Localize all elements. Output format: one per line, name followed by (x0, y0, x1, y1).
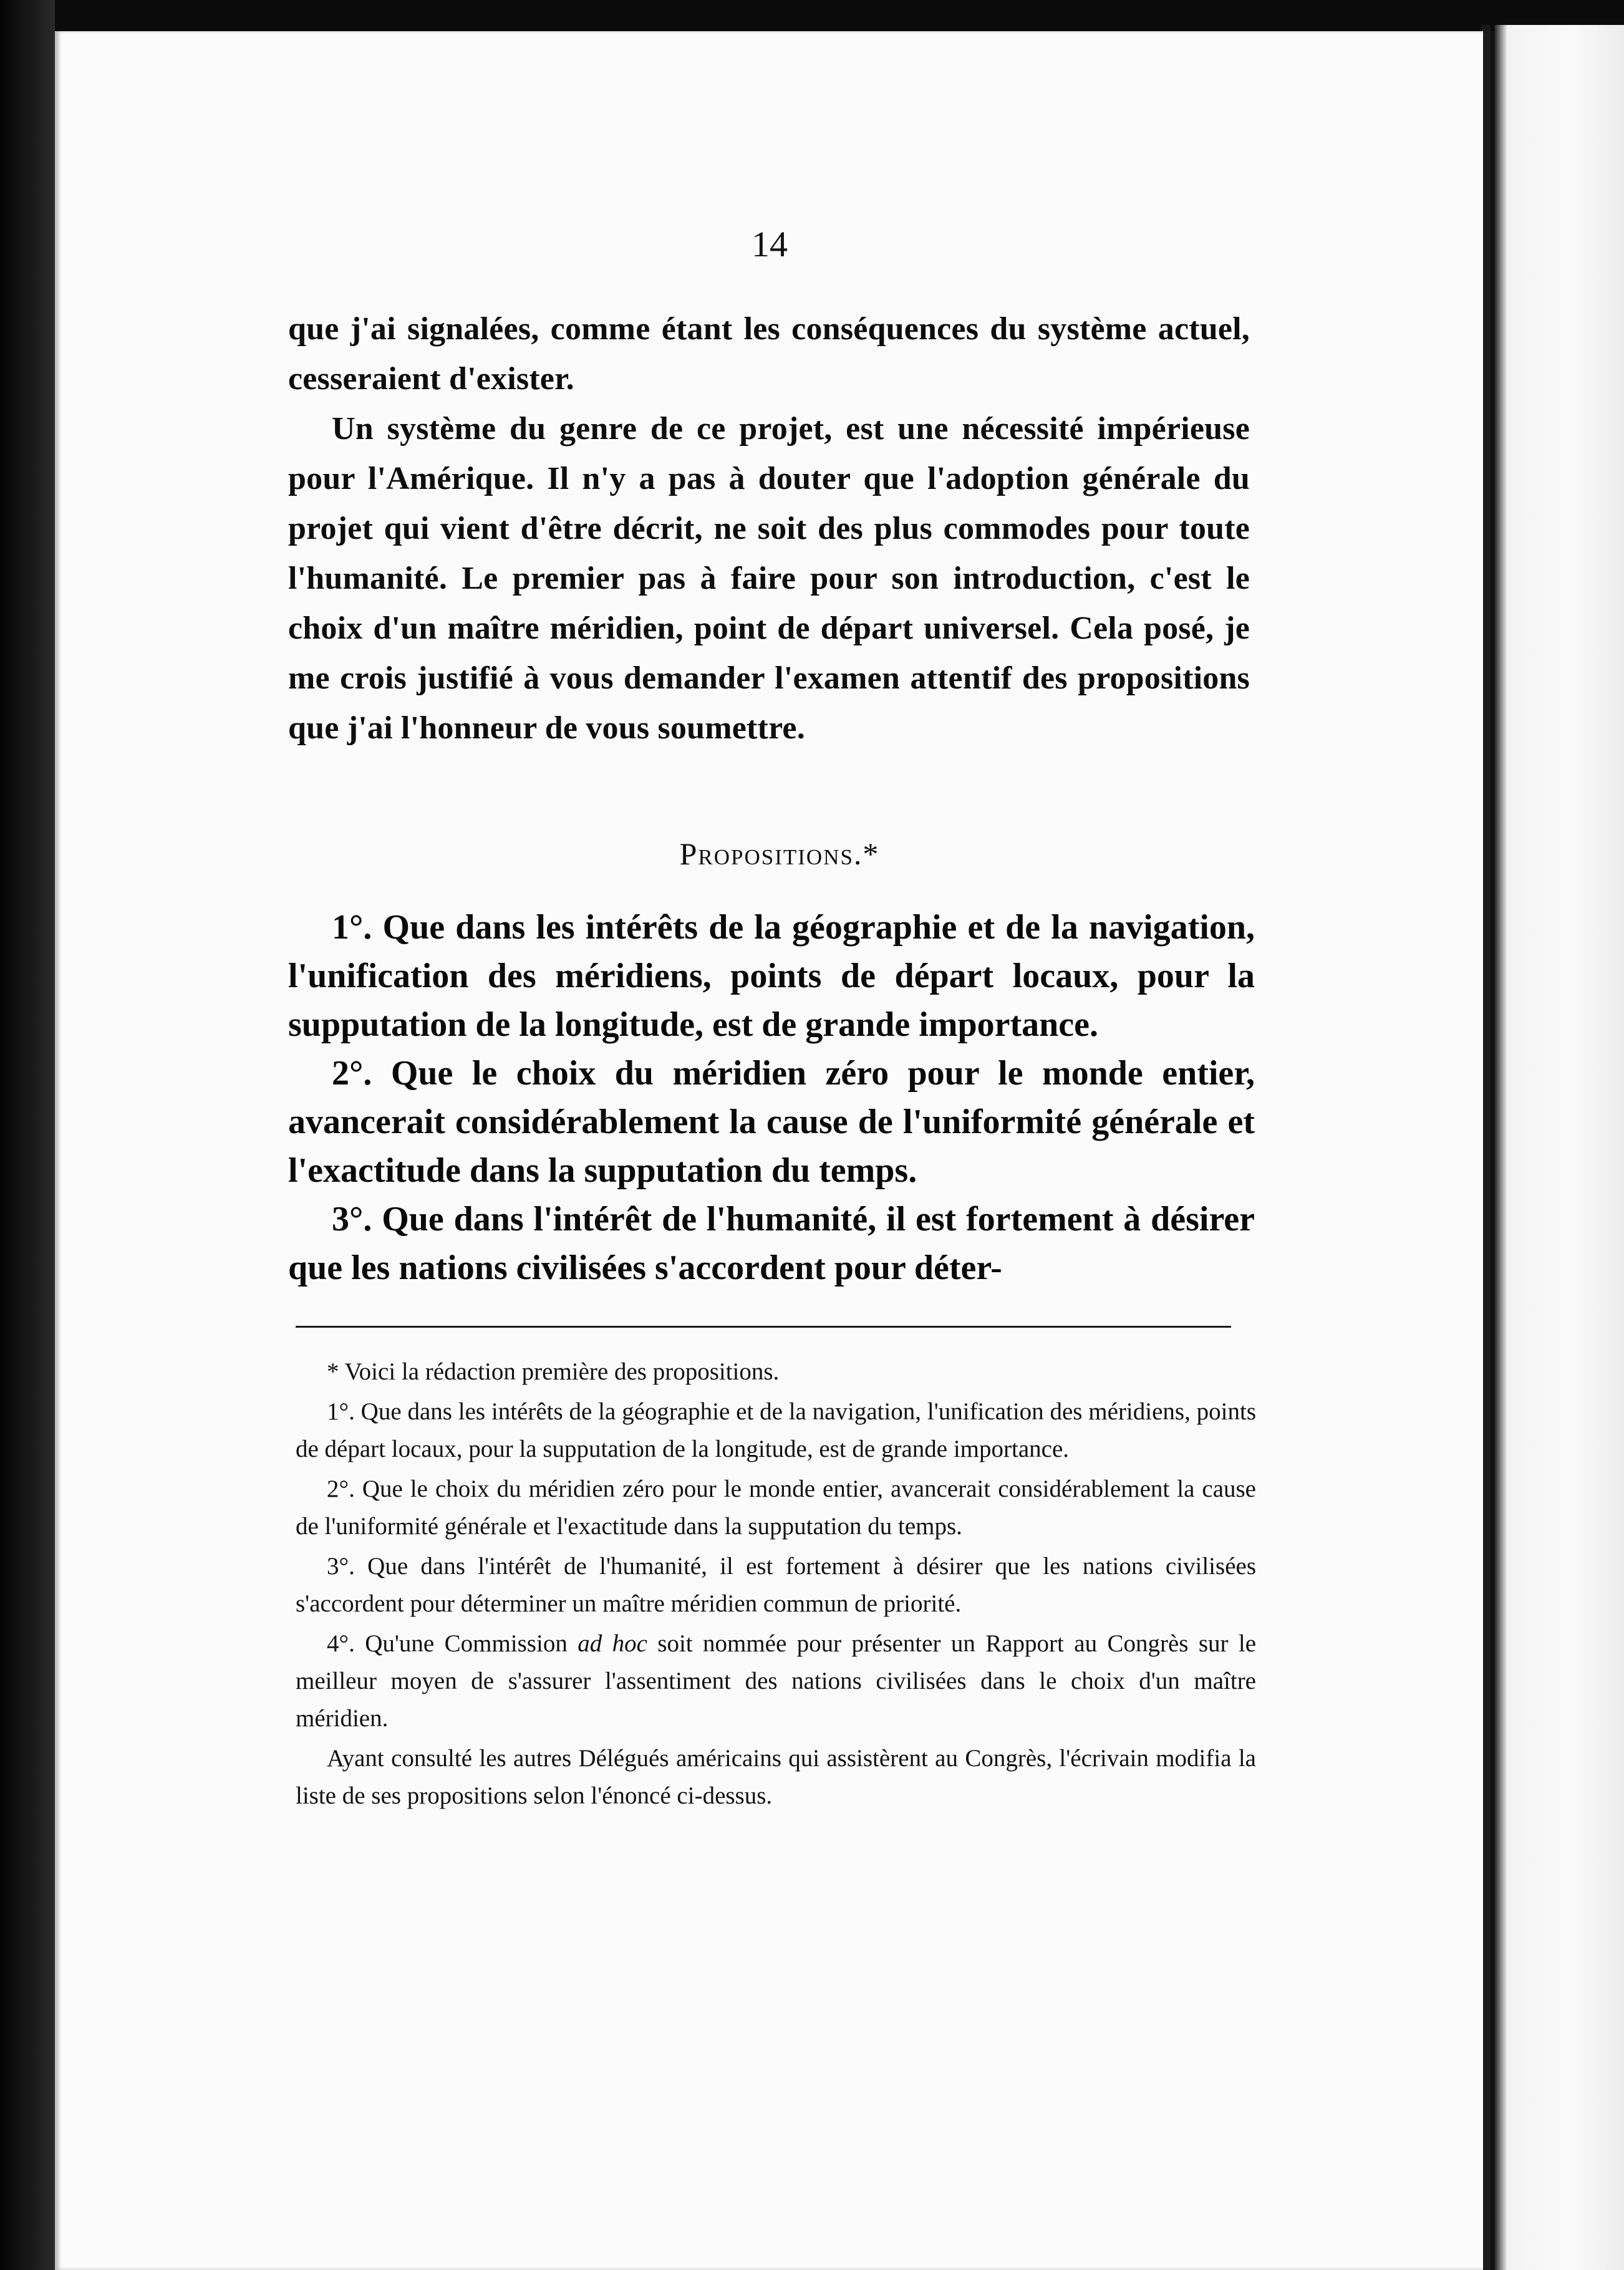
propositions-list (288, 903, 1255, 1292)
page-gutter (1482, 25, 1491, 2270)
footnote-item: 3°. Que dans l'intérêt de l'humanité, il est fortement à désirer que les nations civilisées s'accordent pour déterminer un maître méridien commun de priorité. (296, 1553, 1256, 1617)
footnote-intro: * Voici la rédaction première des propositions. (327, 1358, 780, 1385)
body-paragraph: que j'ai signalées, comme étant les conséquences du système actuel, cesseraient d'exister. (288, 311, 1250, 397)
footnote-item-text: soit nommée pour présenter un Rapport au Congrès sur le meilleur moyen de s'assurer l'assentiment des nations civilisées dans le choix d'un maître méridien. (296, 1630, 1257, 1732)
proposition-item: 2°. Que le choix du méridien zéro pour le monde entier, avancerait considérablement la cause de l'uniformité générale et l'exactitude dans la supputation du temps. (288, 1054, 1255, 1190)
adjacent-page-edge (1494, 25, 1624, 2270)
footnote-closing: Ayant consulté les autres Délégués américains qui assistèrent au Congrès, l'écrivain modifia la liste de ses propositions selon l'énoncé ci-dessus. (296, 1745, 1256, 1809)
proposition-item: 3°. Que dans l'intérêt de l'humanité, il est fortement à désirer que les nations civilisées s'accordent pour déter- (288, 1200, 1255, 1287)
page-number: 14 (752, 224, 788, 264)
footnote-item (296, 1625, 1256, 1737)
footnotes (296, 1353, 1256, 1817)
body-text (288, 304, 1250, 753)
scan-border-top (0, 0, 1624, 31)
proposition-item: 1°. Que dans les intérêts de la géographie et de la navigation, l'unification des méridiens, points de départ locaux, pour la supputation de la longitude, est de grande importance. (288, 908, 1255, 1044)
footnote-italic-term: ad hoc (578, 1630, 647, 1657)
footnote-item: 2°. Que le choix du méridien zéro pour le monde entier, avancerait considérablement la cause de l'uniformité générale et l'exactitude dans la supputation du temps. (296, 1476, 1256, 1540)
footnote-item-text: 4°. Qu'une Commission (327, 1630, 578, 1657)
body-paragraph: Un système du genre de ce projet, est une nécessité impérieuse pour l'Amérique. Il n'y a pas à douter que l'adoption générale du projet qui vient d'être décrit, ne soit des plus commodes pour toute l'humanité. Le premier pas à faire pour son introduction, c'est le choix d'un maître méridien, point de départ universel. Cela posé, je me crois justifié à vous demander l'examen attentif des propositions que j'ai l'honneur de vous soumettre. (288, 411, 1250, 746)
footnote-item: 1°. Que dans les intérêts de la géographie et de la navigation, l'unification des méridiens, points de départ locaux, pour la supputation de la longitude, est de grande importance. (296, 1398, 1256, 1462)
footnote-divider (296, 1326, 1231, 1328)
section-heading: Propositions.* (679, 836, 880, 871)
scan-border-left (0, 0, 55, 2270)
